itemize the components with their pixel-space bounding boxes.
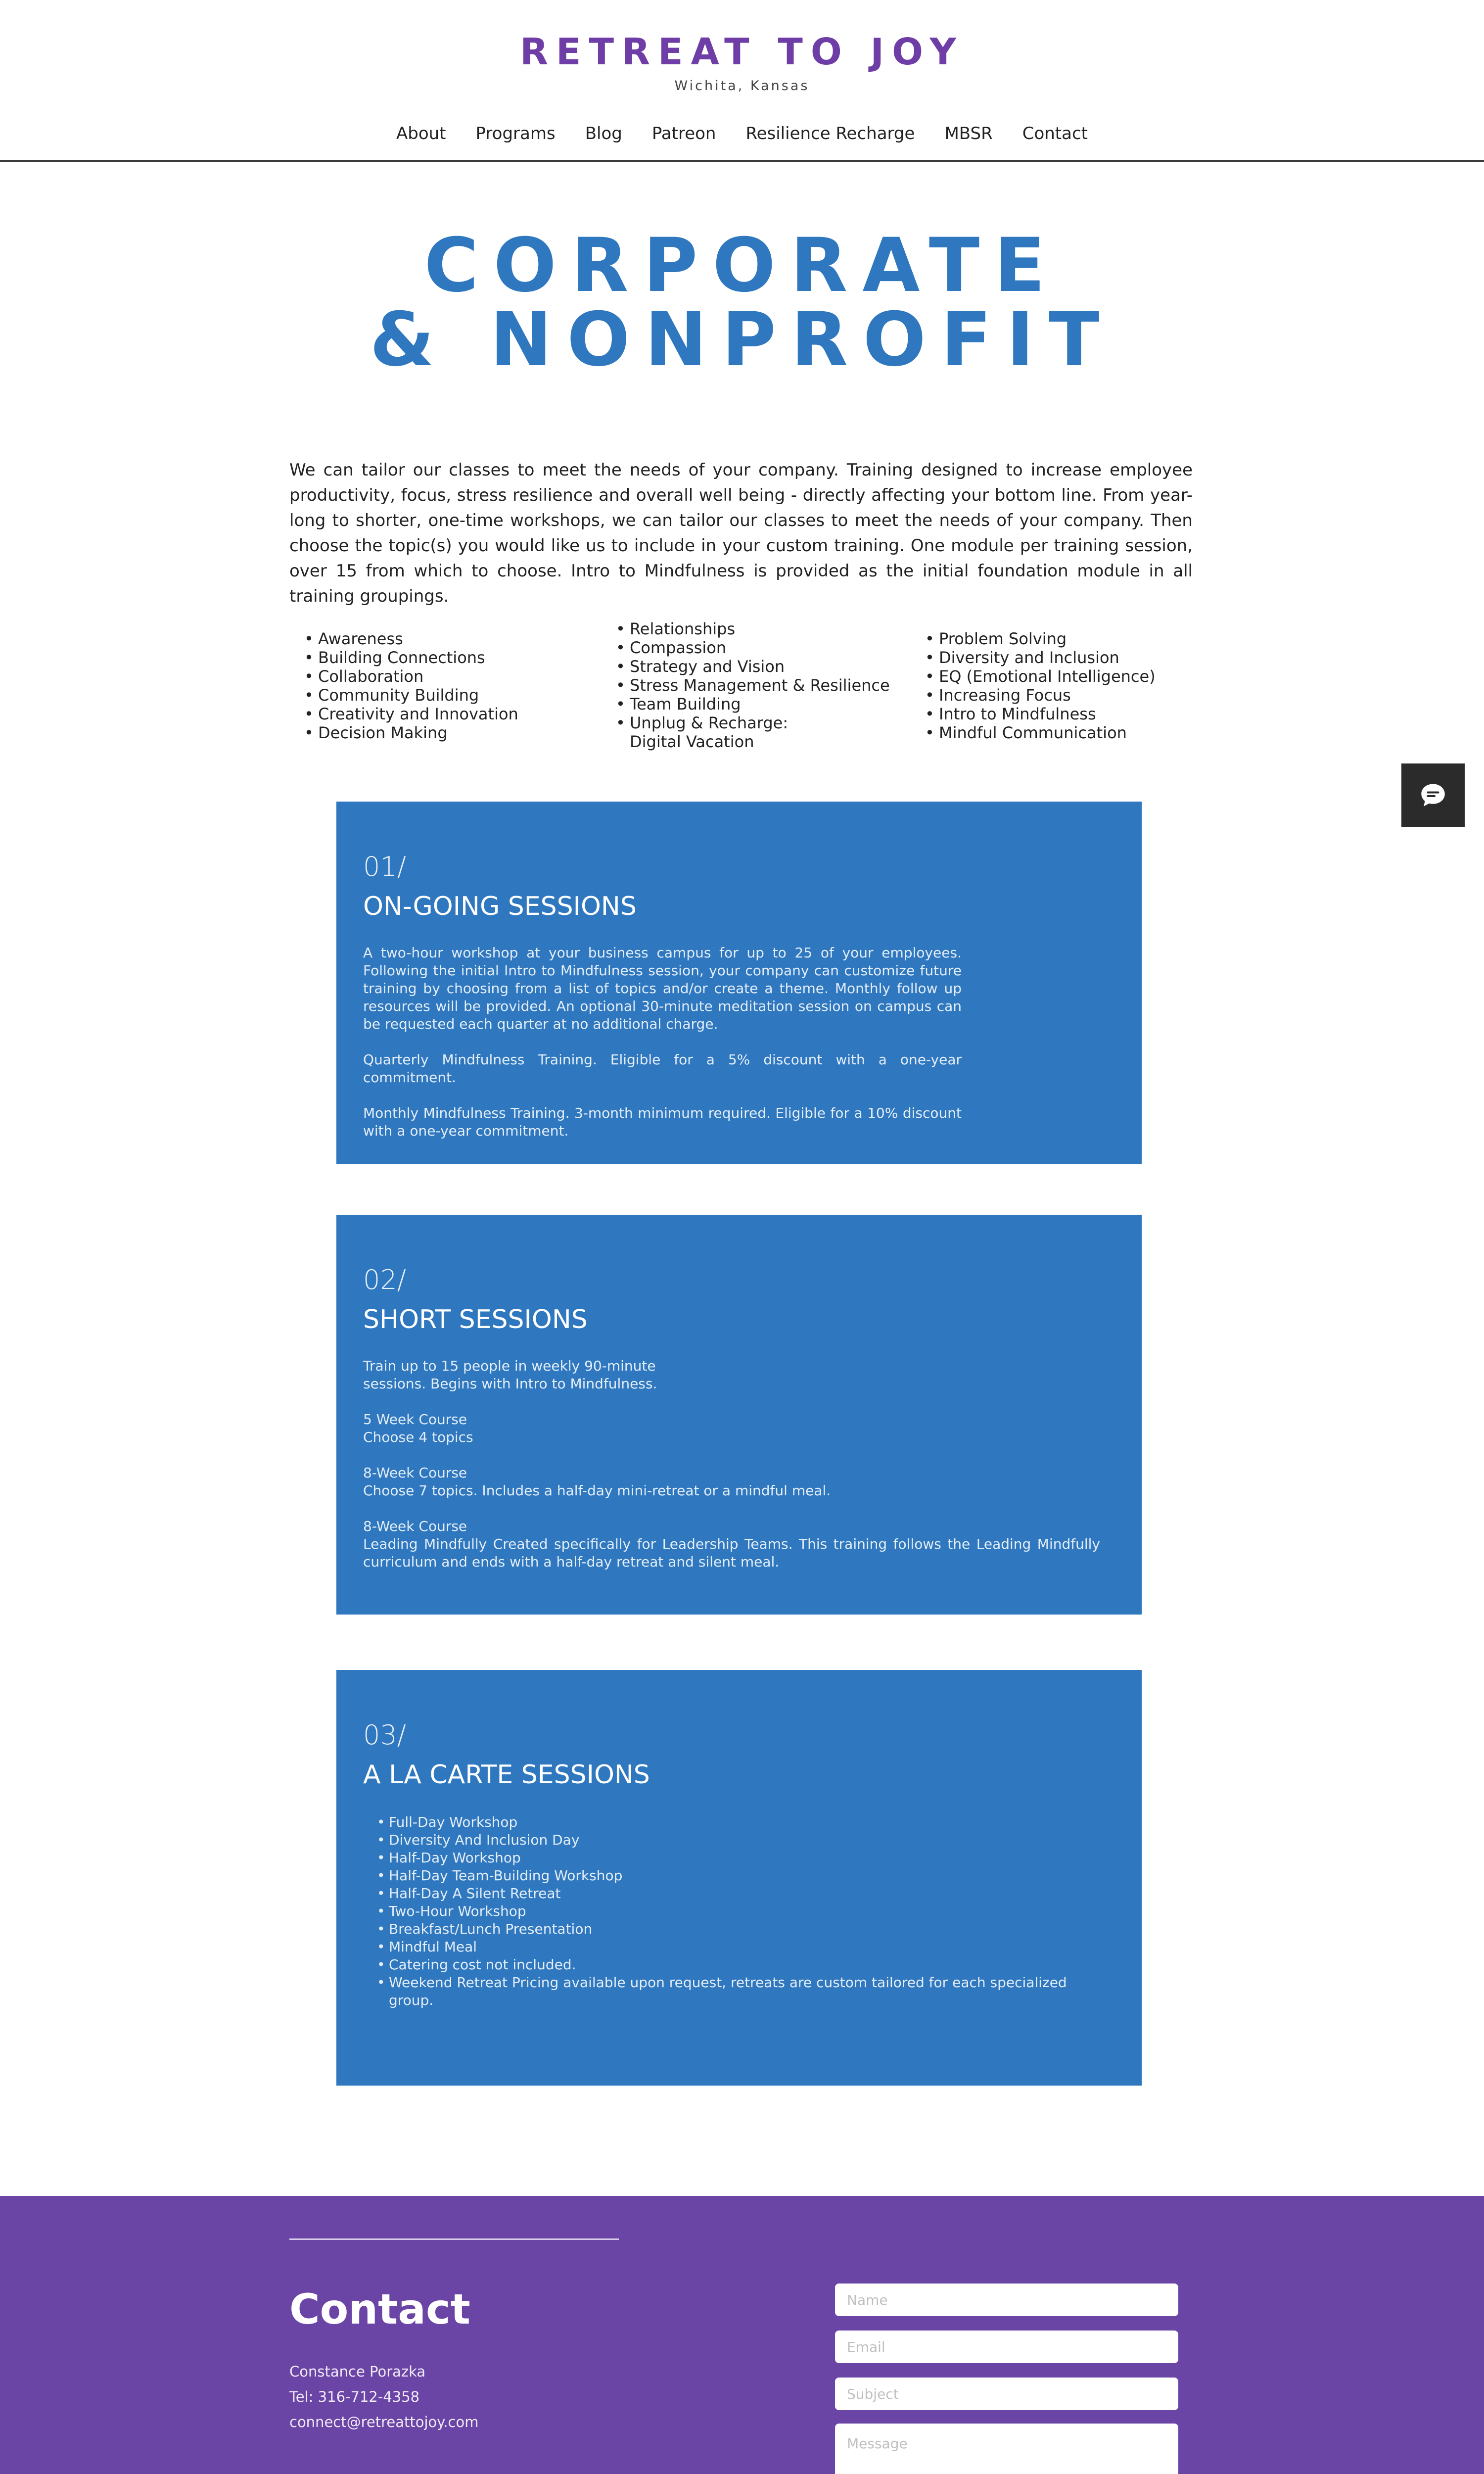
topic-item: • Relationships (616, 619, 893, 638)
list-item: • Half-Day Workshop (363, 1849, 1105, 1867)
topic-item: • EQ (Emotional Intelligence) (925, 667, 1202, 686)
topics-column-3 (925, 629, 1202, 742)
intro-paragraph: We can tailor our classes to meet the needs of your company. Training designed to increase employee productivity, focus, stress resilience and overall well being - directly affecting your bottom line. From year-long to shorter, one-time workshops, we can tailor our classes to meet the needs of your company. Then choose the topic(s) you would like us to include in your custom training. One module per training session, over 15 from which to choose. Intro to Mindfulness is provided as the initial foundation module in all training groupings. (289, 460, 1193, 606)
panel-line: Leading Mindfully Created specifically for Leadership Teams. This training follows the Leading Mindfully curriculum and ends with a half-day retreat and silent meal. (363, 1536, 1100, 1570)
topic-item: • Problem Solving (925, 629, 1202, 648)
email-input[interactable] (835, 2331, 1178, 2363)
site-location: Wichita, Kansas (674, 78, 810, 94)
panel-number: 03/ (363, 1719, 406, 1751)
short-sessions-panel (336, 1215, 1142, 1615)
topic-item: • Unplug & Recharge: Digital Vacation (616, 714, 824, 751)
contact-phone[interactable]: Tel: 316-712-4358 (289, 2388, 420, 2405)
list-item: • Diversity And Inclusion Day (363, 1831, 1105, 1849)
topics-column-1 (304, 629, 581, 742)
nav-about[interactable]: About (396, 124, 446, 143)
a-la-carte-panel (336, 1670, 1142, 2086)
topic-item: • Decision Making (304, 723, 581, 742)
topic-item: • Increasing Focus (925, 686, 1202, 705)
panel-title: A LA CARTE SESSIONS (363, 1760, 650, 1790)
list-item: • Weekend Retreat Pricing available upon request, retreats are custom tailored for each specialized group. (363, 1974, 1105, 2009)
panel-paragraph: Quarterly Mindfulness Training. Eligible for a 5% discount with a one-year commitment. (363, 1051, 962, 1086)
nav-resilience-recharge[interactable]: Resilience Recharge (745, 124, 915, 143)
topic-item: • Stress Management & Resilience (616, 676, 893, 695)
topic-item: • Awareness (304, 629, 581, 648)
nav-programs[interactable]: Programs (475, 124, 556, 143)
topic-item: • Collaboration (304, 667, 581, 686)
panel-line: Choose 4 topics (363, 1429, 473, 1445)
page-title (0, 223, 1484, 383)
footer-divider (289, 2238, 619, 2240)
panel-paragraph (363, 1357, 1100, 1393)
chat-widget-button[interactable] (1401, 763, 1465, 827)
subject-input[interactable] (835, 2378, 1178, 2410)
list-item: • Catering cost not included. (363, 1956, 1105, 1974)
panel-line: 8-Week Course (363, 1465, 467, 1481)
panel-paragraph (363, 1464, 1100, 1500)
topic-item: • Creativity and Innovation (304, 705, 581, 723)
site-brand[interactable]: RETREAT TO JOY (520, 31, 964, 73)
panel-line: Choose 7 topics. Includes a half-day mini-retreat or a mindful meal. (363, 1482, 831, 1499)
list-item: • Half-Day Team-Building Workshop (363, 1867, 1105, 1885)
topic-item: • Team Building (616, 695, 893, 714)
ongoing-sessions-panel (336, 802, 1142, 1164)
panel-title: SHORT SESSIONS (363, 1305, 588, 1334)
panel-body (363, 1357, 1100, 1589)
contact-email[interactable]: connect@retreattojoy.com (289, 2414, 479, 2430)
panel-line: Train up to 15 people in weekly 90-minute (363, 1358, 656, 1374)
name-input[interactable] (835, 2284, 1178, 2316)
list-item: • Half-Day A Silent Retreat (363, 1885, 1105, 1903)
topic-item: • Diversity and Inclusion (925, 648, 1202, 667)
list-item: • Breakfast/Lunch Presentation (363, 1920, 1105, 1938)
panel-paragraph (363, 1411, 1100, 1446)
panel-paragraph: Monthly Mindfulness Training. 3-month minimum required. Eligible for a 10% discount with a one-year commitment. (363, 1105, 962, 1139)
contact-info (289, 2359, 478, 2435)
panel-paragraph: A two-hour workshop at your business campus for up to 25 of your employees. Following the initial Intro to Mindfulness session, your company can customize future training by choosing from a list of topics and/or create a theme. Monthly follow up resources will be provided. An optional 30-minute meditation session on campus can be requested each quarter at no additional charge. (363, 945, 962, 1032)
panel-line: 5 Week Course (363, 1411, 467, 1427)
panel-body (363, 944, 962, 1158)
chat-bubble-icon (1418, 780, 1448, 810)
topic-item: • Compassion (616, 638, 893, 657)
nav-contact[interactable]: Contact (1022, 124, 1088, 143)
site-header (0, 0, 1484, 162)
main-nav (0, 124, 1484, 143)
a-la-carte-list (363, 1813, 1105, 2009)
panel-title: ON-GOING SESSIONS (363, 892, 637, 921)
nav-patreon[interactable]: Patreon (651, 124, 716, 143)
topic-item: • Mindful Communication (925, 723, 1202, 742)
list-item: • Two-Hour Workshop (363, 1903, 1105, 1920)
nav-blog[interactable]: Blog (585, 124, 622, 143)
contact-title: Contact (289, 2285, 470, 2333)
panel-number: 01/ (363, 851, 406, 882)
topics-column-2 (616, 619, 893, 751)
topic-item: • Intro to Mindfulness (925, 705, 1202, 723)
panel-paragraph (363, 1518, 1100, 1571)
panel-body (363, 1813, 1105, 2009)
message-textarea[interactable] (835, 2424, 1178, 2474)
topic-item: • Building Connections (304, 648, 581, 667)
panel-number: 02/ (363, 1264, 406, 1295)
site-footer (0, 2196, 1484, 2474)
page-title-line-2: & NONPROFIT (370, 297, 1114, 383)
panel-line: sessions. Begins with Intro to Mindfulness. (363, 1376, 657, 1392)
list-item: • Full-Day Workshop (363, 1813, 1105, 1831)
list-item: • Mindful Meal (363, 1938, 1105, 1956)
topic-item: • Strategy and Vision (616, 657, 893, 676)
page-title-line-1: CORPORATE (424, 223, 1060, 309)
contact-name: Constance Porazka (289, 2363, 426, 2380)
topic-item: • Community Building (304, 686, 581, 705)
panel-line: 8-Week Course (363, 1518, 467, 1534)
nav-mbsr[interactable]: MBSR (944, 124, 993, 143)
